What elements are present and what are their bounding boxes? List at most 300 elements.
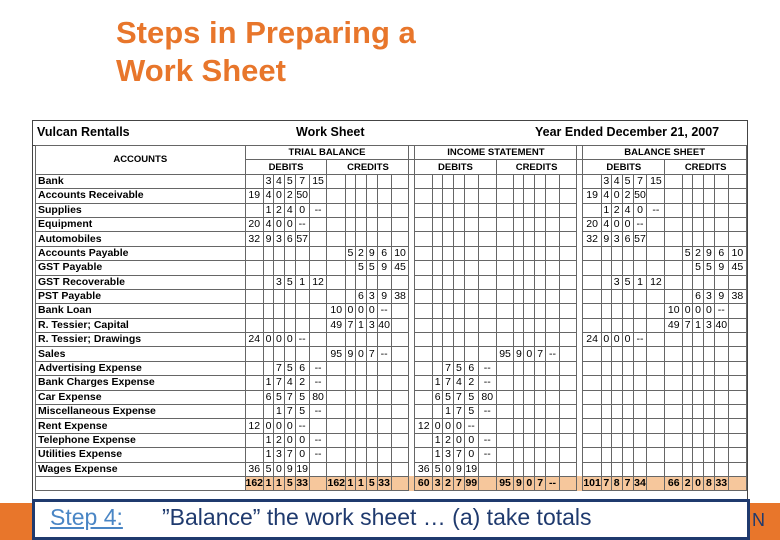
amount-cell [453,304,464,318]
amount-cell [391,361,409,375]
amount-cell [327,361,346,375]
amount-cell [284,318,295,332]
amount-cell [693,232,704,246]
amount-cell [309,347,327,361]
amount-cell [535,333,546,347]
amount-cell [478,462,496,476]
amount-cell [433,174,443,188]
amount-cell: 0 [273,217,284,231]
amount-cell [514,174,524,188]
amount-cell [535,217,546,231]
amount-cell [524,217,535,231]
amount-cell [355,462,366,476]
amount-cell [478,217,496,231]
amount-cell [496,376,514,390]
amount-cell: 0 [295,203,309,217]
amount-cell [546,419,560,433]
amount-cell [647,304,665,318]
amount-cell: 5 [443,390,454,404]
amount-cell: 1 [264,448,274,462]
amount-cell [647,390,665,404]
amount-cell [611,246,622,260]
amount-cell [728,189,746,203]
amount-cell [622,433,633,447]
amount-cell [693,361,704,375]
amount-cell [665,419,683,433]
amount-cell: 0 [295,448,309,462]
amount-cell [601,433,611,447]
amount-cell: 9 [703,246,714,260]
amount-cell [295,318,309,332]
amount-cell [443,189,454,203]
amount-cell [665,289,683,303]
amount-cell [622,462,633,476]
amount-cell [245,246,264,260]
amount-cell [514,419,524,433]
amount-cell [728,318,746,332]
totals-label-cell [36,476,246,490]
amount-cell: 5 [464,405,478,419]
account-name: Bank Charges Expense [36,376,246,390]
amount-cell: 57 [296,232,308,245]
amount-cell [524,462,535,476]
amount-cell: 3 [273,448,284,462]
amount-cell: 4 [264,217,274,231]
table-row [36,203,747,217]
amount-cell [443,289,454,303]
amount-cell [284,246,295,260]
amount-cell [559,189,577,203]
amount-cell: -- [478,448,496,462]
amount-cell: 5 [273,390,284,404]
amount-cell [611,448,622,462]
amount-cell [355,448,366,462]
amount-cell [611,261,622,275]
amount-cell [496,390,514,404]
amount-cell [346,174,356,188]
table-row [36,405,747,419]
amount-cell [415,232,433,246]
amount-cell [245,289,264,303]
amount-cell [245,390,264,404]
amount-cell [284,347,295,361]
amount-cell [583,361,602,375]
amount-cell: 5 [284,361,295,375]
amount-cell: 33 [715,477,728,490]
amount-cell [683,390,693,404]
amount-cell: 5 [433,462,443,476]
amount-cell [546,433,560,447]
amount-cell: 2 [273,203,284,217]
table-row [36,347,747,361]
amount-cell: 4 [601,189,611,203]
amount-cell: 33 [378,477,390,490]
amount-cell [415,203,433,217]
amount-cell: 9 [264,232,274,246]
amount-cell [622,347,633,361]
amount-cell [601,347,611,361]
amount-cell: 5 [622,174,633,188]
amount-cell [703,462,714,476]
amount-cell [683,275,693,289]
amount-cell [728,232,746,246]
amount-cell: 36 [415,462,433,476]
amount-cell: 40 [378,318,390,331]
amount-cell [433,203,443,217]
amount-cell [327,390,346,404]
amount-cell: 6 [264,390,274,404]
amount-cell: 4 [622,203,633,217]
amount-cell [377,448,391,462]
amount-cell: 1 [633,275,647,289]
account-name: GST Payable [36,261,246,275]
amount-cell: 1 [433,376,443,390]
amount-cell: 12 [415,419,433,433]
amount-cell [559,318,577,332]
amount-cell: 0 [295,433,309,447]
amount-cell: 0 [273,333,284,347]
amount-cell [583,289,602,303]
amount-cell [514,189,524,203]
amount-cell [633,361,647,375]
amount-cell: 5 [464,390,478,404]
amount-cell [377,462,391,476]
amount-cell [665,174,683,188]
amount-cell [559,419,577,433]
amount-cell [559,174,577,188]
amount-cell: 34 [634,477,646,490]
amount-cell [714,347,728,361]
amount-cell [496,217,514,231]
amount-cell [245,318,264,332]
amount-cell: 2 [355,246,366,260]
amount-cell [601,261,611,275]
amount-cell [327,448,346,462]
amount-cell [524,433,535,447]
amount-cell [433,246,443,260]
amount-cell [264,275,274,289]
amount-cell: 12 [647,275,665,289]
amount-cell: 0 [703,304,714,318]
amount-cell [514,405,524,419]
amount-cell [245,347,264,361]
amount-cell: -- [309,376,327,390]
amount-cell: 3 [366,318,377,332]
amount-cell [611,347,622,361]
amount-cell: 57 [634,232,646,245]
amount-cell [546,289,560,303]
amount-cell [535,462,546,476]
amount-cell: 6 [714,246,728,260]
amount-cell [366,361,377,375]
amount-cell [264,405,274,419]
sub-header-0: DEBITS [245,160,327,174]
amount-cell [622,390,633,404]
amount-cell [665,203,683,217]
amount-cell: -- [377,347,391,361]
amount-cell [496,405,514,419]
amount-cell [583,405,602,419]
amount-cell: -- [647,203,665,217]
amount-cell [524,289,535,303]
amount-cell [601,289,611,303]
amount-cell [443,347,454,361]
amount-cell: -- [546,347,560,361]
amount-cell: 38 [391,289,409,303]
amount-cell [514,203,524,217]
amount-cell [601,419,611,433]
amount-cell: 3 [443,448,454,462]
amount-cell [683,261,693,275]
amount-cell [728,448,746,462]
amount-cell [546,448,560,462]
amount-cell [478,419,496,433]
amount-cell [524,405,535,419]
amount-cell [583,390,602,404]
amount-cell [273,347,284,361]
amount-cell [514,433,524,447]
amount-cell [601,318,611,332]
amount-cell [535,318,546,332]
title-line-1: Steps in Preparing a [116,15,416,50]
amount-cell [514,333,524,347]
amount-cell [633,376,647,390]
edge-letter: N [752,510,765,530]
amount-cell: 5 [366,261,377,275]
amount-cell [611,289,622,303]
amount-cell [622,246,633,260]
amount-cell: 2 [693,246,704,260]
amount-cell [377,217,391,231]
amount-cell [496,462,514,476]
amount-cell [327,462,346,476]
amount-cell [693,433,704,447]
amount-cell [728,433,746,447]
amount-cell [309,419,327,433]
amount-cell [728,390,746,404]
period-label: Year Ended December 21, 2007 [535,125,720,139]
amount-cell [496,261,514,275]
amount-cell [309,304,327,318]
caption-text: ”Balance” the work sheet … (a) take totals [162,504,592,530]
sub-header-4: DEBITS [583,160,665,174]
amount-cell [703,189,714,203]
amount-cell [647,361,665,375]
amount-cell [559,261,577,275]
amount-cell: 0 [453,419,464,433]
amount-cell [559,433,577,447]
amount-cell: 3 [601,174,611,188]
amount-cell: -- [309,448,327,462]
amount-cell: 5 [284,275,295,289]
table-row [36,390,747,404]
amount-cell [514,390,524,404]
amount-cell [703,275,714,289]
amount-cell [559,347,577,361]
amount-cell [633,289,647,303]
amount-cell [611,318,622,332]
amount-cell [355,361,366,375]
amount-cell [273,246,284,260]
amount-cell: 1 [433,448,443,462]
amount-cell [559,289,577,303]
amount-cell [546,304,560,318]
amount-cell [264,246,274,260]
amount-cell [647,189,665,203]
amount-cell: 1 [273,405,284,419]
amount-cell: 8 [611,476,622,490]
amount-cell [714,189,728,203]
amount-cell [728,275,746,289]
amount-cell [453,232,464,246]
amount-cell [683,361,693,375]
amount-cell [535,261,546,275]
amount-cell [683,433,693,447]
amount-cell [665,246,683,260]
group-header-row [36,146,747,160]
amount-cell [377,232,391,246]
amount-cell [647,232,665,246]
account-name: Accounts Payable [36,246,246,260]
amount-cell [415,246,433,260]
amount-cell [683,174,693,188]
amount-cell [514,448,524,462]
amount-cell [622,419,633,433]
amount-cell: 19 [465,462,478,475]
step-link[interactable]: Step 4: [50,504,123,530]
amount-cell [453,246,464,260]
amount-cell [514,289,524,303]
amount-cell: 1 [264,476,274,490]
amount-cell [546,174,560,188]
amount-cell [535,203,546,217]
amount-cell: 0 [355,304,366,318]
amount-cell [327,232,346,246]
amount-cell [535,390,546,404]
amount-cell: 5 [284,174,295,188]
amount-cell [583,448,602,462]
amount-cell [327,203,346,217]
amount-cell: 5 [703,261,714,275]
amount-cell [665,347,683,361]
amount-cell [464,232,478,246]
amount-cell: 10 [327,304,346,318]
amount-cell: 0 [693,476,704,490]
amount-cell [327,275,346,289]
amount-cell [514,376,524,390]
amount-cell: 10 [391,246,409,260]
amount-cell: 24 [245,333,264,347]
amount-cell: -- [309,433,327,447]
amount-cell: 5 [366,476,377,490]
amount-cell: 7 [453,390,464,404]
amount-cell [546,246,560,260]
amount-cell [415,217,433,231]
amount-cell: 0 [601,333,611,347]
amount-cell [443,318,454,332]
group-header-1: INCOME STATEMENT [415,146,577,160]
amount-cell: 7 [683,318,693,332]
amount-cell: 7 [366,347,377,361]
group-header-2: BALANCE SHEET [583,146,747,160]
amount-cell [464,275,478,289]
amount-cell: 0 [273,189,284,203]
account-name: R. Tessier; Capital [36,318,246,332]
amount-cell: 0 [453,433,464,447]
amount-cell: 2 [443,476,454,490]
amount-cell: 15 [647,174,665,188]
amount-cell [559,405,577,419]
amount-cell: 4 [273,174,284,188]
amount-cell [546,217,560,231]
amount-cell: 19 [583,189,602,203]
amount-cell [728,419,746,433]
amount-cell [496,361,514,375]
amount-cell: 3 [366,289,377,303]
amount-cell [355,433,366,447]
amount-cell [346,189,356,203]
amount-cell [391,405,409,419]
amount-cell [728,376,746,390]
amount-cell: 6 [355,289,366,303]
amount-cell [714,232,728,246]
amount-cell [245,361,264,375]
amount-cell: 15 [309,174,327,188]
amount-cell: 4 [264,189,274,203]
amount-cell [693,174,704,188]
amount-cell: 0 [264,419,274,433]
amount-cell [693,390,704,404]
amount-cell: -- [295,333,309,347]
amount-cell: -- [309,203,327,217]
amount-cell [683,232,693,246]
amount-cell: 38 [728,289,746,303]
amount-cell [524,246,535,260]
table-row [36,275,747,289]
amount-cell [647,261,665,275]
amount-cell: -- [295,419,309,433]
sheet-title: Work Sheet [296,125,365,139]
amount-cell [514,232,524,246]
amount-cell: 0 [366,304,377,318]
amount-cell [355,232,366,246]
amount-cell [683,462,693,476]
amount-cell: 3 [611,232,622,246]
amount-cell [355,217,366,231]
amount-cell [453,275,464,289]
amount-cell: 99 [465,477,478,490]
amount-cell [546,405,560,419]
amount-cell [464,333,478,347]
table-row [36,318,747,332]
amount-cell [443,261,454,275]
amount-cell: 162 [327,477,346,490]
amount-cell [377,419,391,433]
table-row [36,462,747,476]
slide-title [116,14,416,90]
amount-cell [245,203,264,217]
amount-cell: 4 [601,217,611,231]
amount-cell [377,174,391,188]
amount-cell [433,289,443,303]
amount-cell [433,189,443,203]
amount-cell: 80 [309,390,327,404]
amount-cell: 7 [443,376,454,390]
amount-cell [633,246,647,260]
amount-cell [559,448,577,462]
amount-cell [728,217,746,231]
amount-cell [443,275,454,289]
